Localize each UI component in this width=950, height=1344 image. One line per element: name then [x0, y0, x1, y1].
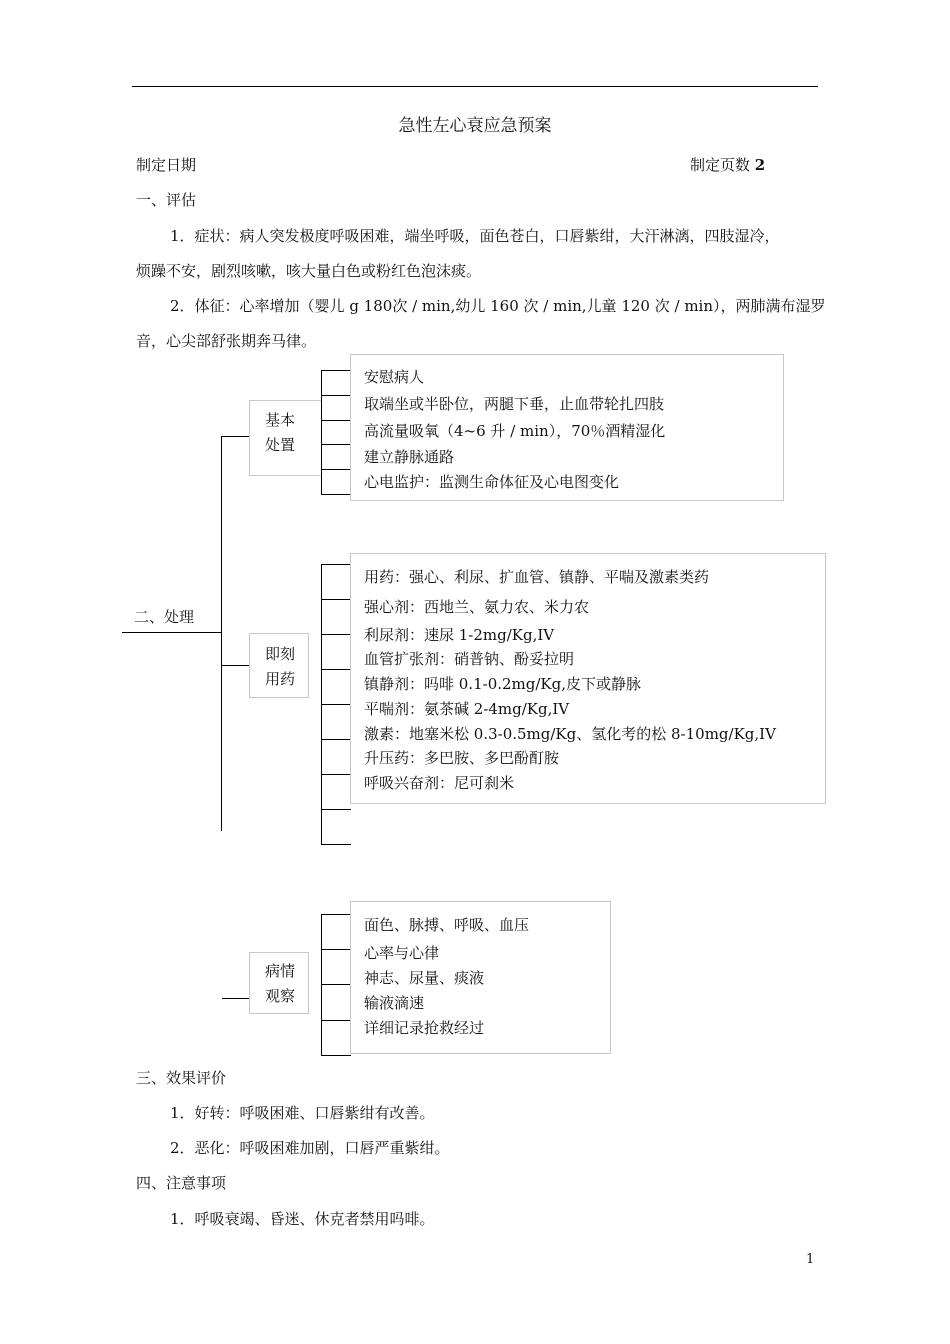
observation-tick [321, 984, 351, 985]
medication-item: 强心剂：西地兰、氨力农、米力农 [364, 598, 590, 616]
basic-tick [321, 494, 351, 495]
page-title: 急性左心衰应急预案 [398, 116, 552, 136]
medication-item: 镇静剂：吗啡 0.1-0.2mg/Kg,皮下或静脉 [364, 675, 642, 693]
basic-bracket-line [321, 370, 322, 495]
observation-branch-line [222, 998, 250, 999]
medication-tick [321, 739, 351, 740]
pages-info [690, 155, 765, 175]
section-evaluation-heading: 三、效果评价 [136, 1069, 227, 1087]
basic-item: 取端坐或半卧位，两腿下垂，止血带轮扎四肢 [364, 395, 665, 413]
medication-tick [321, 704, 351, 705]
medication-tick [321, 564, 351, 565]
basic-item: 高流量吸氧（4~6 升 / min），70％酒精湿化 [364, 422, 666, 440]
observation-item: 输液滴速 [364, 994, 425, 1012]
medication-tick [321, 599, 351, 600]
symptom-line-1: 1．症状：病人突发极度呼吸困难，端坐呼吸，面色苍白，口唇紫绀，大汗淋漓，四肢湿冷， [170, 227, 780, 245]
observation-item: 面色、脉搏、呼吸、血压 [364, 916, 530, 934]
observation-label-line-1: 病情 [264, 962, 295, 980]
basic-tick [321, 420, 351, 421]
observation-tick [321, 949, 351, 950]
top-rule [132, 86, 818, 87]
pages-label: 制定页数 [690, 156, 751, 174]
observation-label-line-2: 观察 [264, 987, 295, 1005]
medication-tick [321, 669, 351, 670]
observation-tick [321, 914, 351, 915]
basic-item: 心电监护：监测生命体征及心电图变化 [364, 473, 620, 491]
medication-item: 升压药：多巴胺、多巴酚酊胺 [364, 749, 560, 767]
basic-branch-line [221, 436, 250, 437]
basic-item: 建立静脉通路 [364, 448, 455, 466]
treatment-connector [122, 632, 222, 633]
basic-tick [321, 395, 351, 396]
medication-item: 平喘剂：氨茶碱 2-4mg/Kg,IV [364, 700, 570, 718]
basic-item: 安慰病人 [364, 368, 425, 386]
basic-label-line-1: 基本 [264, 411, 295, 429]
basic-tick [321, 370, 351, 371]
medication-tick [321, 844, 351, 845]
observation-item: 详细记录抢救经过 [364, 1019, 485, 1037]
pages-value: 2 [754, 156, 766, 174]
notes-item: 1．呼吸衰竭、昏迷、休克者禁用吗啡。 [170, 1210, 435, 1228]
sign-line-1: 2．体征：心率增加（婴儿 g 180次 / min,幼儿 160 次 / min,儿童 120 次 / min），两肺满布湿罗 [170, 297, 826, 315]
section-treatment-heading: 二、处理 [134, 608, 195, 626]
medication-tick [321, 809, 351, 810]
section-assessment-heading: 一、评估 [136, 191, 197, 209]
medication-tick [321, 634, 351, 635]
medication-label-line-2: 用药 [264, 670, 295, 688]
observation-item: 心率与心律 [364, 944, 440, 962]
sign-line-2: 音，心尖部舒张期奔马律。 [136, 332, 317, 350]
basic-tick [321, 444, 351, 445]
basic-tick [321, 469, 351, 470]
medication-item: 激素：地塞米松 0.3-0.5mg/Kg、氢化考的松 8-10mg/Kg,IV [364, 725, 776, 743]
date-label: 制定日期 [136, 156, 197, 174]
evaluation-item: 1．好转：呼吸困难、口唇紫绀有改善。 [170, 1104, 435, 1122]
medication-item: 血管扩张剂：硝普钠、酚妥拉明 [364, 650, 575, 668]
medication-label-line-1: 即刻 [264, 645, 295, 663]
basic-label-line-2: 处置 [264, 436, 295, 454]
medication-item: 利尿剂：速尿 1-2mg/Kg,IV [364, 626, 555, 644]
treatment-trunk-line [221, 436, 222, 831]
observation-bracket-line [321, 914, 322, 1056]
symptom-line-2: 烦躁不安，剧烈咳嗽，咳大量白色或粉红色泡沫痰。 [136, 262, 482, 280]
medication-tick [321, 774, 351, 775]
observation-tick [321, 1020, 351, 1021]
observation-item: 神志、尿量、痰液 [364, 969, 485, 987]
section-notes-heading: 四、注意事项 [136, 1174, 227, 1192]
medication-item: 呼吸兴奋剂：尼可刹米 [364, 774, 515, 792]
medication-item: 用药：强心、利尿、扩血管、镇静、平喘及激素类药 [364, 568, 710, 586]
evaluation-item: 2．恶化：呼吸困难加剧，口唇严重紫绀。 [170, 1139, 450, 1157]
medication-branch-line [221, 665, 250, 666]
page-number: 1 [806, 1252, 815, 1267]
observation-tick [321, 1055, 351, 1056]
